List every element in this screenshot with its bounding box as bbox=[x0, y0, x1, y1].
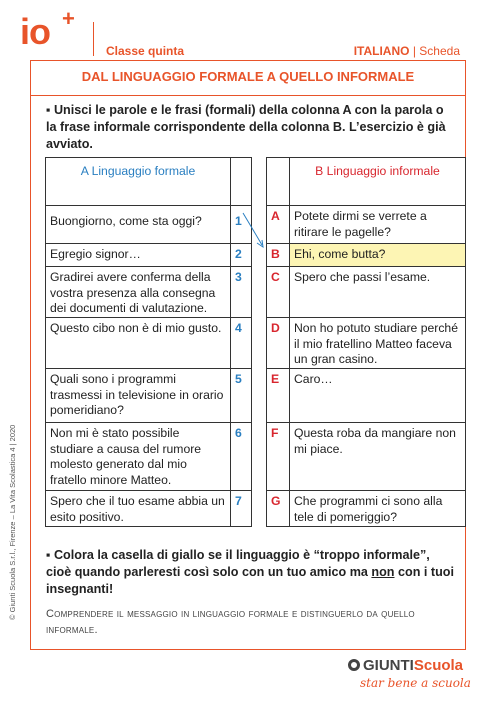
informal-phrase-highlighted[interactable]: Ehi, come butta? bbox=[290, 244, 466, 267]
subject-separator: | bbox=[412, 44, 416, 58]
informal-phrase[interactable]: Che programmi ci sono alla tele di pomeriggio? bbox=[290, 491, 466, 527]
formal-number[interactable]: 6 bbox=[231, 423, 252, 491]
worksheet-title: DAL LINGUAGGIO FORMALE A QUELLO INFORMALE bbox=[30, 60, 466, 96]
informal-letter[interactable]: E bbox=[267, 369, 290, 423]
plus-icon: + bbox=[62, 6, 75, 31]
informal-phrase[interactable]: Caro… bbox=[290, 369, 466, 423]
copyright-note: © Giunti Scuola S.r.l., Firenze – La Vita Scolastica 4 | 2020 bbox=[8, 424, 17, 620]
informal-phrase[interactable]: Non ho potuto studiare perché il mio fratellino Matteo faceva un gran casino. bbox=[290, 318, 466, 369]
informal-letter[interactable]: C bbox=[267, 267, 290, 318]
bottom-instruction bbox=[46, 547, 456, 598]
formal-number[interactable]: 1 bbox=[231, 206, 252, 244]
column-b-header: B Linguaggio informale bbox=[290, 158, 466, 206]
column-a-header: A Linguaggio formale bbox=[46, 158, 231, 206]
giunti-g-icon bbox=[348, 659, 360, 671]
informal-phrase[interactable]: Questa roba da mangiare non mi piace. bbox=[290, 423, 466, 491]
formal-number[interactable]: 7 bbox=[231, 491, 252, 527]
informal-phrase[interactable]: Potete dirmi se verrete a ritirare le pagelle? bbox=[290, 206, 466, 244]
formal-phrase: Buongiorno, come sta oggi? bbox=[46, 206, 231, 244]
formal-phrase: Gradirei avere conferma della vostra presenza alla consegna dei documenti di valutazione. bbox=[46, 267, 231, 318]
brand-suffix: Scuola bbox=[413, 657, 464, 674]
formal-phrase: Quali sono i programmi trasmessi in televisione in orario pomeridiano? bbox=[46, 369, 231, 423]
informal-letter[interactable]: F bbox=[267, 423, 290, 491]
formal-number[interactable]: 5 bbox=[231, 369, 252, 423]
formal-phrase: Questo cibo non è di mio gusto. bbox=[46, 318, 231, 369]
brand-tagline: star bene a scuola bbox=[360, 676, 471, 690]
learning-objective: Comprendere il messaggio in linguaggio formale e distinguerlo da quello informale. bbox=[46, 608, 415, 636]
subject-name: ITALIANO bbox=[353, 44, 410, 58]
sheet-label: Scheda bbox=[419, 44, 460, 58]
informal-letter[interactable]: B bbox=[267, 244, 290, 267]
informal-phrase[interactable]: Spero che passi l’esame. bbox=[290, 267, 466, 318]
brand-name: GIUNTI bbox=[363, 657, 414, 674]
formal-number[interactable]: 3 bbox=[231, 267, 252, 318]
bottom-instruction-emphasis: non bbox=[371, 565, 395, 579]
io-logo: io bbox=[20, 11, 50, 52]
informal-letter[interactable]: D bbox=[267, 318, 290, 369]
grade-label: Classe quinta bbox=[106, 44, 185, 58]
giunti-logo bbox=[348, 657, 463, 674]
informal-letter[interactable]: A bbox=[267, 206, 290, 244]
informal-letter[interactable]: G bbox=[267, 491, 290, 527]
formal-phrase: Non mi è stato possibile studiare a causa del rumore molesto generato dal mio fratello minore Matteo. bbox=[46, 423, 231, 491]
formal-number[interactable]: 4 bbox=[231, 318, 252, 369]
bottom-instruction-part1: ▪ Colora la casella di giallo se il linguaggio è “troppo informale”, cioè quando parleresti così solo con un tuo amico ma bbox=[46, 548, 430, 579]
formal-number[interactable]: 2 bbox=[231, 244, 252, 267]
formal-phrase: Spero che il tuo esame abbia un esito positivo. bbox=[46, 491, 231, 527]
formal-phrase: Egregio signor… bbox=[46, 244, 231, 267]
bottom-instruction-part2: con i tuoi insegnanti! bbox=[46, 565, 454, 596]
instruction-text: ▪ Unisci le parole e le frasi (formali) della colonna A con la parola o la frase informale corrispondente della colonna B. L’esercizio è già avviato. bbox=[46, 103, 446, 151]
